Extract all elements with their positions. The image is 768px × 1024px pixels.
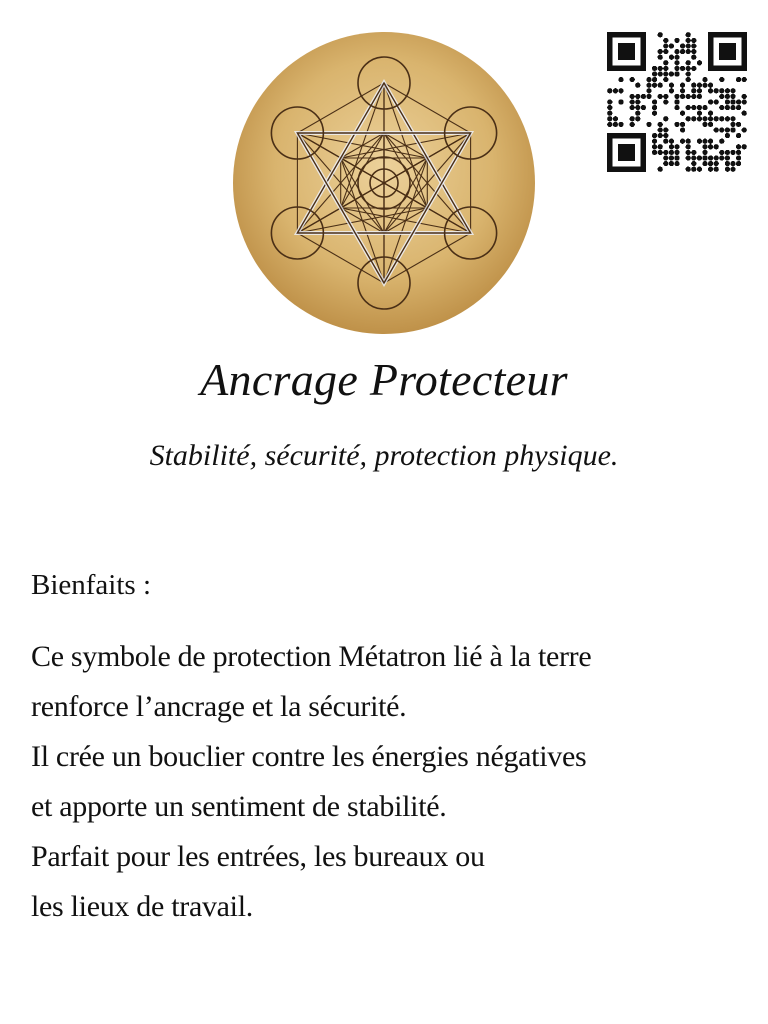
page-title: Ancrage Protecteur [200, 354, 568, 405]
benefits-heading: Bienfaits : [31, 569, 152, 601]
benefits-line: renforce l’ancrage et la sécurité. [31, 690, 407, 723]
benefits-line: Parfait pour les entrées, les bureaux ou [31, 840, 485, 873]
metatron-cube-icon [233, 32, 535, 334]
qr-code-icon[interactable] [607, 32, 747, 172]
benefits-text [31, 632, 751, 932]
benefits-line: et apporte un sentiment de stabilité. [31, 790, 447, 823]
page-subtitle: Stabilité, sécurité, protection physique. [149, 439, 619, 472]
benefits-line: Ce symbole de protection Métatron lié à la terre [31, 640, 592, 673]
benefits-line: les lieux de travail. [31, 890, 253, 923]
benefits-line: Il crée un bouclier contre les énergies négatives [31, 740, 587, 773]
